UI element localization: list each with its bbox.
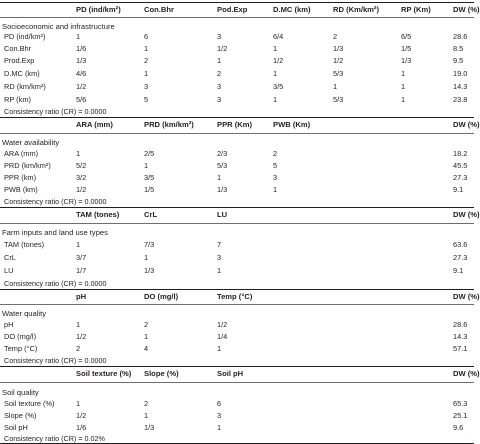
table-cell: 2 <box>273 149 278 158</box>
row-label: CrL <box>4 253 16 262</box>
block-rule <box>0 207 474 208</box>
table-cell: 1 <box>273 69 278 78</box>
weight-cell: 27.3 <box>453 173 468 182</box>
table-cell: 1 <box>76 320 81 329</box>
column-header: PWB (Km) <box>273 120 311 129</box>
table-cell: 1 <box>217 173 222 182</box>
table-cell: 2/3 <box>217 149 228 158</box>
column-header: DO (mg/l) <box>144 292 179 301</box>
table-cell: 5/2 <box>76 161 87 170</box>
column-header: RP (Km) <box>401 5 431 14</box>
table-cell: 4 <box>144 344 149 353</box>
row-label: Con.Bhr <box>4 44 32 53</box>
table-cell: 1 <box>217 266 222 275</box>
column-header: Pod.Exp <box>217 5 248 14</box>
row-label: LU <box>4 266 14 275</box>
table-cell: 1/2 <box>273 56 284 65</box>
table-cell: 2 <box>144 56 149 65</box>
header-rule <box>0 17 474 18</box>
weight-cell: 23.8 <box>453 95 468 104</box>
table-cell: 5/6 <box>76 95 87 104</box>
column-header: Soil pH <box>217 369 244 378</box>
column-header: TAM (tones) <box>76 210 120 219</box>
table-cell: 6 <box>217 399 222 408</box>
column-header: Soil texture (%) <box>76 369 132 378</box>
table-cell: 2 <box>144 320 149 329</box>
table-cell: 1 <box>144 253 149 262</box>
column-header: Temp (°C) <box>217 292 253 301</box>
table-cell: 1/3 <box>144 423 155 432</box>
table-cell: 1 <box>144 332 149 341</box>
weight-cell: 8.5 <box>453 44 464 53</box>
weight-cell: 27.3 <box>453 253 468 262</box>
table-cell: 5 <box>273 161 278 170</box>
header-rule <box>0 223 474 224</box>
table-cell: 2 <box>144 399 149 408</box>
table-cell: 5 <box>144 95 149 104</box>
table-cell: 1/3 <box>144 266 155 275</box>
table-cell: 1/4 <box>217 332 228 341</box>
table-cell: 1/2 <box>76 82 87 91</box>
weight-cell: 9.1 <box>453 185 464 194</box>
table-cell: 7 <box>217 240 222 249</box>
weight-cell: 9.5 <box>453 56 464 65</box>
table-cell: 3 <box>144 82 149 91</box>
table-cell: 1/6 <box>76 44 87 53</box>
table-cell: 3/5 <box>273 82 284 91</box>
column-header: Slope (%) <box>144 369 179 378</box>
section-title: Farm inputs and land use types <box>2 228 108 237</box>
section-title: Soil quality <box>2 388 39 397</box>
column-header: DW (%) <box>453 210 480 219</box>
table-cell: 6/4 <box>273 32 284 41</box>
table-cell: 5/3 <box>333 95 344 104</box>
table-cell: 3/7 <box>76 253 87 262</box>
table-cell: 1 <box>401 82 406 91</box>
column-header: DW (%) <box>453 120 480 129</box>
row-label: RP (km) <box>4 95 31 104</box>
table-cell: 2 <box>76 344 81 353</box>
column-header: CrL <box>144 210 158 219</box>
row-label: Slope (%) <box>4 411 37 420</box>
weight-cell: 9.6 <box>453 423 464 432</box>
column-header: PPR (Km) <box>217 120 253 129</box>
row-label: DO (mg/l) <box>4 332 37 341</box>
table-cell: 1 <box>76 32 81 41</box>
row-label: Soil texture (%) <box>4 399 55 408</box>
row-label: Prod.Exp <box>4 56 35 65</box>
consistency-ratio: Consistency ratio (CR) = 0.0000 <box>4 197 107 206</box>
table-cell: 1/7 <box>76 266 87 275</box>
section-title: Socioeconomic and infrastructure <box>2 22 115 31</box>
table-cell: 1 <box>401 95 406 104</box>
table-cell: 1/6 <box>76 423 87 432</box>
column-header: Con.Bhr <box>144 5 174 14</box>
table-cell: 1 <box>273 185 278 194</box>
column-header: DW (%) <box>453 5 480 14</box>
row-label: Temp (°C) <box>4 344 38 353</box>
consistency-ratio: Consistency ratio (CR) = 0.02% <box>4 434 105 443</box>
weight-cell: 19.0 <box>453 69 468 78</box>
section-title: Water quality <box>2 309 47 318</box>
table-cell: 1/2 <box>217 44 228 53</box>
table-cell: 2 <box>333 32 338 41</box>
table-cell: 2/5 <box>144 149 155 158</box>
table-cell: 6 <box>144 32 149 41</box>
column-header: PD (ind/km²) <box>76 5 121 14</box>
row-label: PPR (km) <box>4 173 37 182</box>
row-label: RD (km/km²) <box>4 82 46 91</box>
row-label: PD (ind/km²) <box>4 32 46 41</box>
table-cell: 1 <box>144 411 149 420</box>
block-rule <box>0 366 474 367</box>
table-cell: 3 <box>217 32 222 41</box>
row-label: PRD (km/km²) <box>4 161 51 170</box>
table-cell: 1/3 <box>76 56 87 65</box>
table-rule-top <box>0 2 474 3</box>
header-rule <box>0 133 474 134</box>
table-cell: 1/2 <box>217 320 228 329</box>
table-cell: 2 <box>217 69 222 78</box>
weight-cell: 65.3 <box>453 399 468 408</box>
table-cell: 1 <box>144 44 149 53</box>
table-cell: 1/3 <box>217 185 228 194</box>
row-label: Soil pH <box>4 423 28 432</box>
row-label: ARA (mm) <box>4 149 39 158</box>
table-cell: 3 <box>217 411 222 420</box>
block-rule <box>0 289 474 290</box>
row-label: pH <box>4 320 14 329</box>
weight-cell: 25.1 <box>453 411 468 420</box>
table-cell: 1 <box>273 95 278 104</box>
column-header: pH <box>76 292 87 301</box>
table-cell: 1/3 <box>401 56 412 65</box>
column-header: DW (%) <box>453 369 480 378</box>
table-cell: 3 <box>217 82 222 91</box>
weight-cell: 63.6 <box>453 240 468 249</box>
row-label: D.MC (km) <box>4 69 40 78</box>
consistency-ratio: Consistency ratio (CR) = 0.0000 <box>4 356 107 365</box>
table-cell: 1/2 <box>76 185 87 194</box>
section-title: Water availability <box>2 138 60 147</box>
table-cell: 1 <box>144 69 149 78</box>
column-header: LU <box>217 210 228 219</box>
block-rule <box>0 117 474 118</box>
column-header: RD (Km/km²) <box>333 5 379 14</box>
weight-cell: 57.1 <box>453 344 468 353</box>
weight-cell: 45.5 <box>453 161 468 170</box>
row-label: PWB (km) <box>4 185 38 194</box>
table-cell: 1/2 <box>76 411 87 420</box>
weight-cell: 18.2 <box>453 149 468 158</box>
weight-cell: 9.1 <box>453 266 464 275</box>
table-cell: 1 <box>217 56 222 65</box>
header-rule <box>0 382 474 383</box>
table-cell: 1/2 <box>76 332 87 341</box>
table-cell: 3/2 <box>76 173 87 182</box>
table-cell: 3/5 <box>144 173 155 182</box>
weight-cell: 14.3 <box>453 332 468 341</box>
column-header: ARA (mm) <box>76 120 113 129</box>
table-cell: 5/3 <box>217 161 228 170</box>
table-cell: 1 <box>76 149 81 158</box>
table-cell: 6/5 <box>401 32 412 41</box>
table-cell: 1 <box>273 44 278 53</box>
table-cell: 1 <box>401 69 406 78</box>
table-cell: 7/3 <box>144 240 155 249</box>
column-header: D.MC (km) <box>273 5 311 14</box>
table-cell: 1 <box>76 399 81 408</box>
table-cell: 1/5 <box>144 185 155 194</box>
table-cell: 1/3 <box>333 44 344 53</box>
weight-cell: 14.3 <box>453 82 468 91</box>
consistency-ratio: Consistency ratio (CR) = 0.0000 <box>4 107 107 116</box>
consistency-ratio: Consistency ratio (CR) = 0.0000 <box>4 279 107 288</box>
table-cell: 1 <box>217 344 222 353</box>
weight-cell: 28.6 <box>453 32 468 41</box>
weight-cell: 28.6 <box>453 320 468 329</box>
table-cell: 1 <box>333 82 338 91</box>
table-cell: 4/6 <box>76 69 87 78</box>
column-header: DW (%) <box>453 292 480 301</box>
row-label: TAM (tones) <box>4 240 45 249</box>
table-cell: 3 <box>273 173 278 182</box>
table-cell: 1/5 <box>401 44 412 53</box>
table-cell: 5/3 <box>333 69 344 78</box>
table-cell: 1/2 <box>333 56 344 65</box>
table-cell: 1 <box>217 423 222 432</box>
column-header: PRD (km/km²) <box>144 120 194 129</box>
header-rule <box>0 304 474 305</box>
table-cell: 1 <box>144 161 149 170</box>
table-cell: 1 <box>76 240 81 249</box>
table-cell: 3 <box>217 253 222 262</box>
table-cell: 3 <box>217 95 222 104</box>
